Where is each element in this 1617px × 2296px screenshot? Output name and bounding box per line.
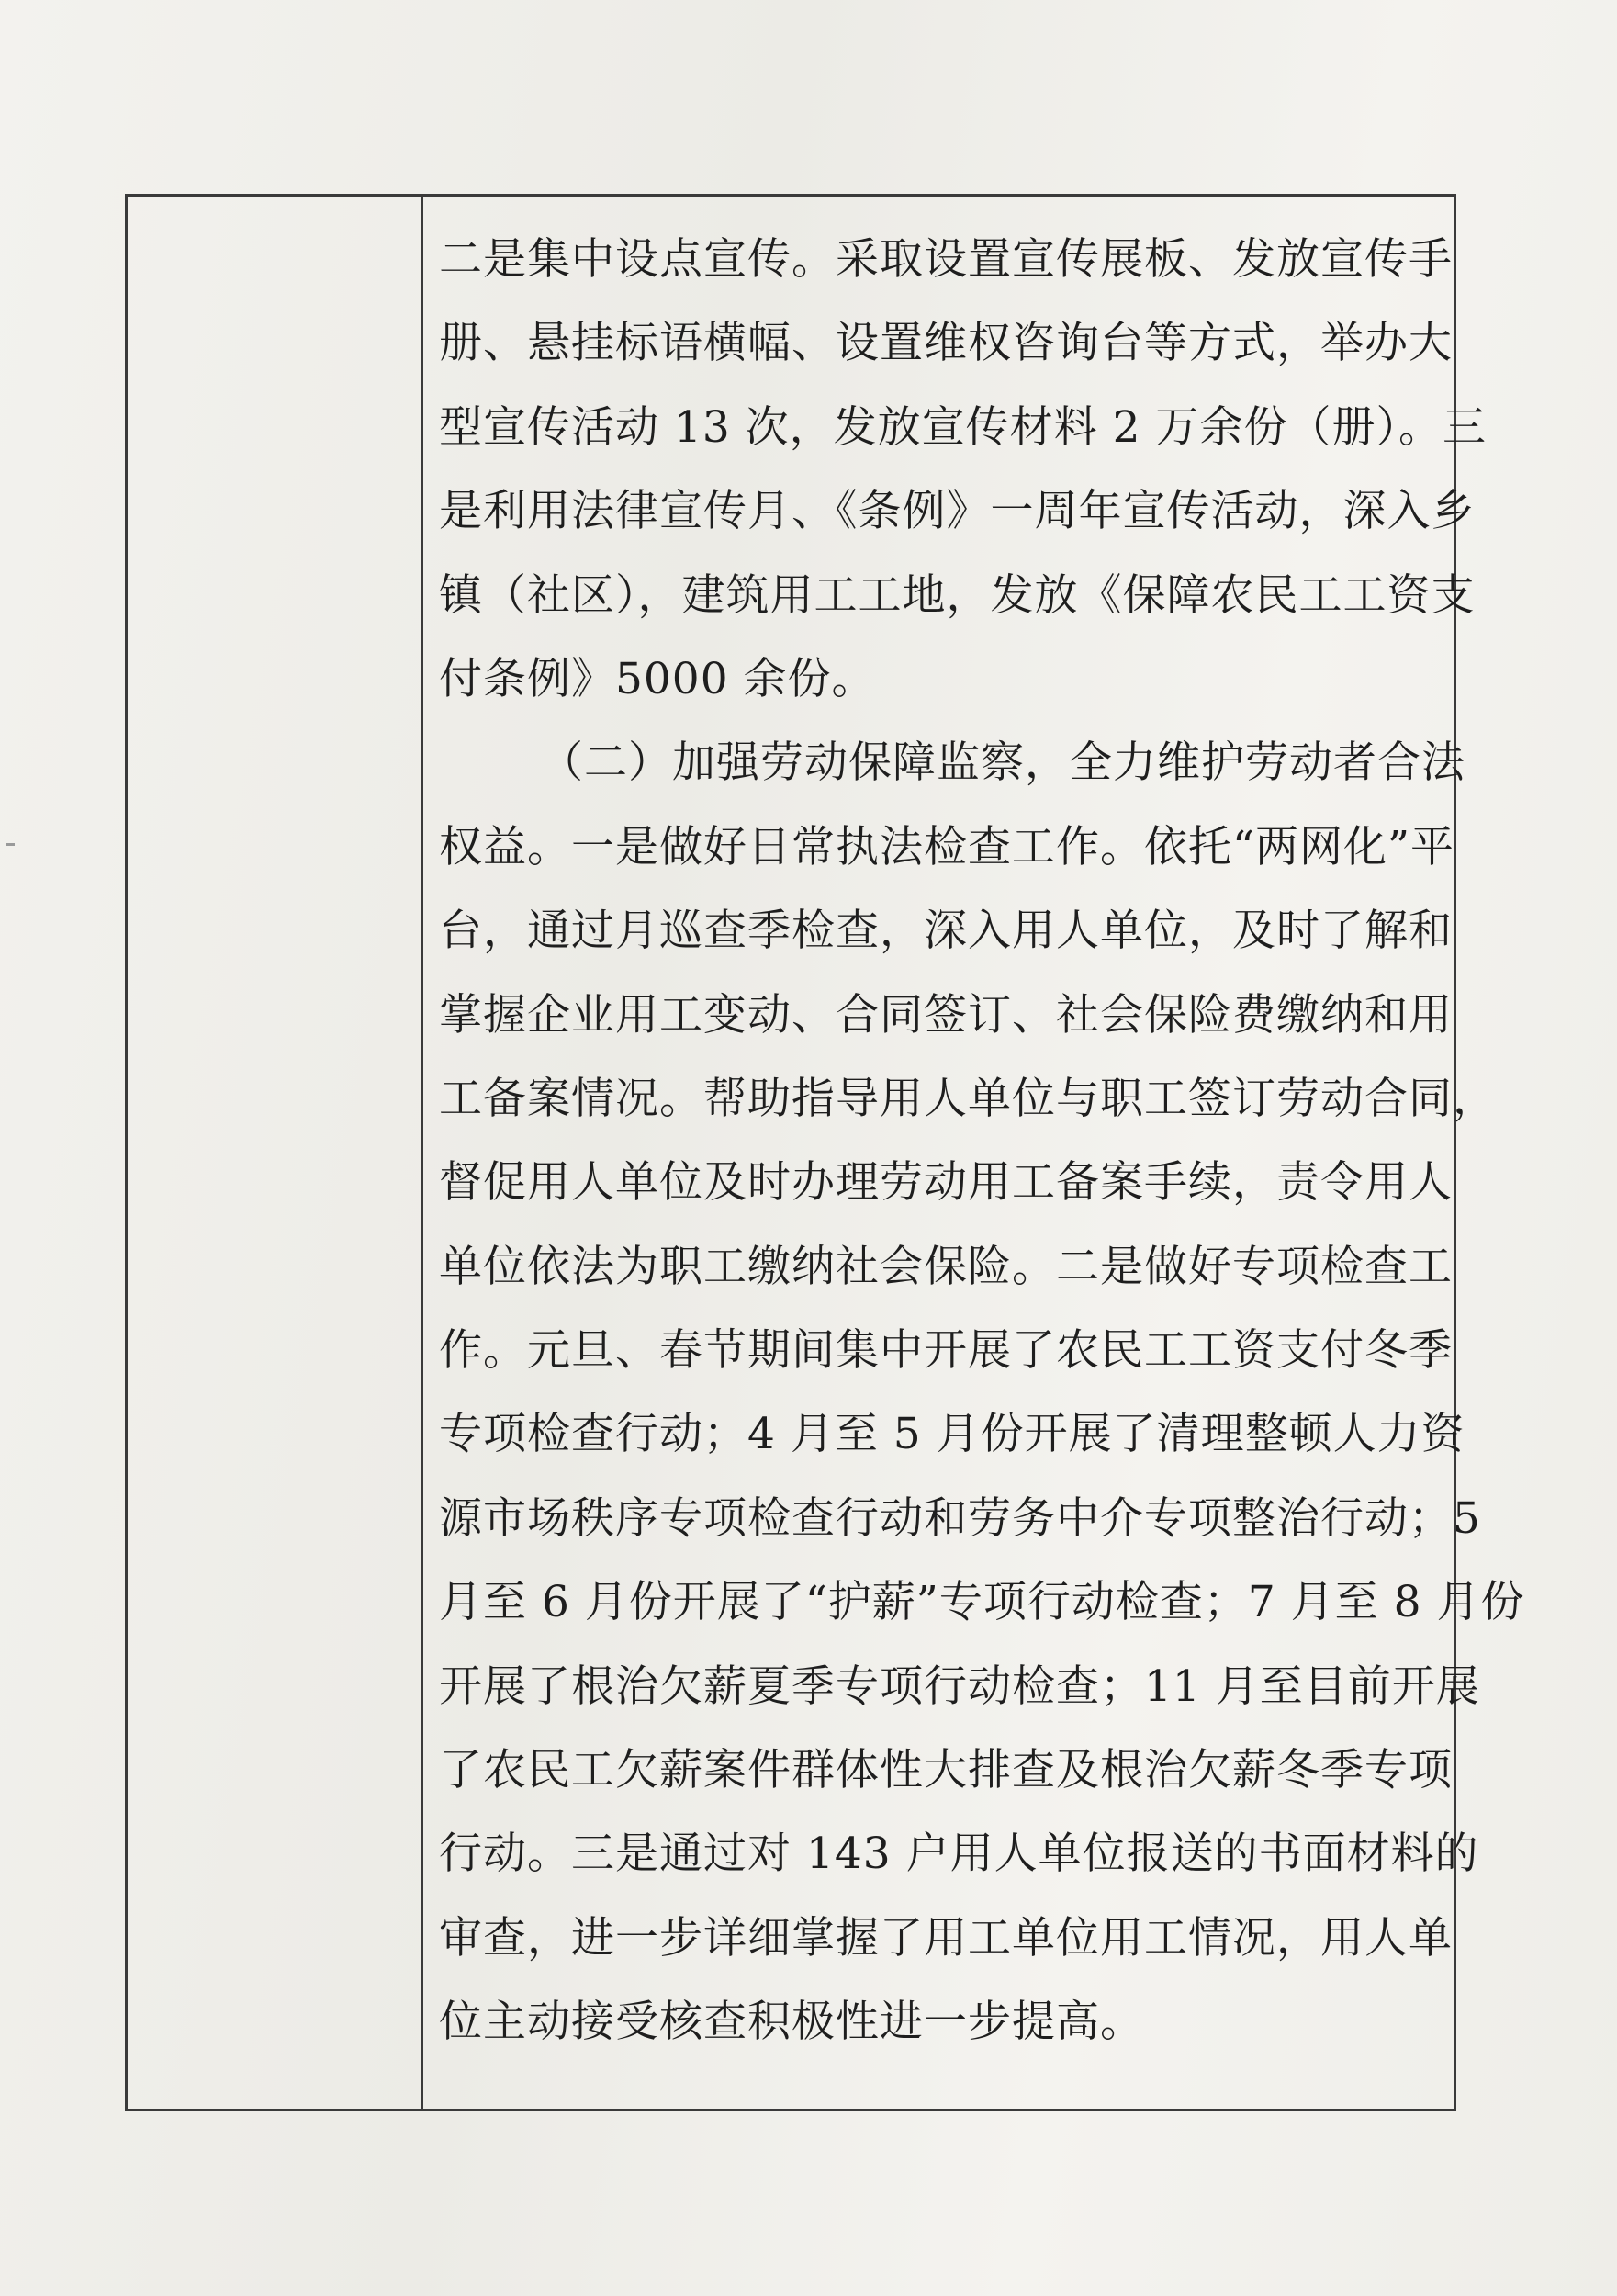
text-line: 台，通过月巡查季检查，深入用人单位，及时了解和 — [439, 906, 1453, 957]
text-line: 权益。一是做好日常执法检查工作。依托“两网化”平 — [439, 821, 1455, 872]
text-line: 二是集中设点宣传。采取设置宣传展板、发放宣传手 — [439, 234, 1453, 285]
text-line: 了农民工欠薪案件群体性大排查及根治欠薪冬季专项 — [439, 1745, 1453, 1796]
text-line: 型宣传活动 13 次，发放宣传材料 2 万余份（册）。三 — [439, 401, 1487, 453]
section-heading-line: （二）加强劳动保障监察，全力维护劳动者合法 — [540, 737, 1465, 789]
table-left-cell — [128, 197, 423, 2109]
body-text — [439, 218, 1525, 2065]
text-line: 审查，进一步详细掌握了用工单位用工情况，用人单 — [439, 1912, 1453, 1964]
text-line: 是利用法律宣传月、《条例》一周年宣传活动，深入乡 — [439, 486, 1476, 537]
text-line: 付条例》5000 余份。 — [439, 653, 876, 704]
text-line: 位主动接受核查积极性进一步提高。 — [439, 1997, 1144, 2048]
text-line: 开展了根治欠薪夏季专项行动检查；11 月至目前开展 — [439, 1660, 1480, 1712]
text-line: 镇（社区），建筑用工工地，发放《保障农民工工资支 — [439, 569, 1476, 621]
text-line: 督促用人单位及时办理劳动用工备案手续，责令用人 — [439, 1157, 1453, 1209]
paper-edge-mark — [6, 843, 15, 846]
text-line: 作。元旦、春节期间集中开展了农民工工资支付冬季 — [439, 1325, 1453, 1377]
text-line: 月至 6 月份开展了“护薪”专项行动检查；7 月至 8 月份 — [439, 1577, 1525, 1628]
text-line: 单位依法为职工缴纳社会保险。二是做好专项检查工 — [439, 1241, 1453, 1292]
text-line: 专项检查行动；4 月至 5 月份开展了清理整顿人力资 — [439, 1409, 1465, 1460]
text-line: 掌握企业用工变动、合同签订、社会保险费缴纳和用 — [439, 989, 1453, 1041]
text-line: 工备案情况。帮助指导用人单位与职工签订劳动合同， — [439, 1073, 1497, 1124]
text-line: 源市场秩序专项检查行动和劳务中介专项整治行动；5 — [439, 1492, 1481, 1544]
text-line: 行动。三是通过对 143 户用人单位报送的书面材料的 — [439, 1829, 1479, 1880]
text-line: 册、悬挂标语横幅、设置维权咨询台等方式，举办大 — [439, 318, 1453, 369]
